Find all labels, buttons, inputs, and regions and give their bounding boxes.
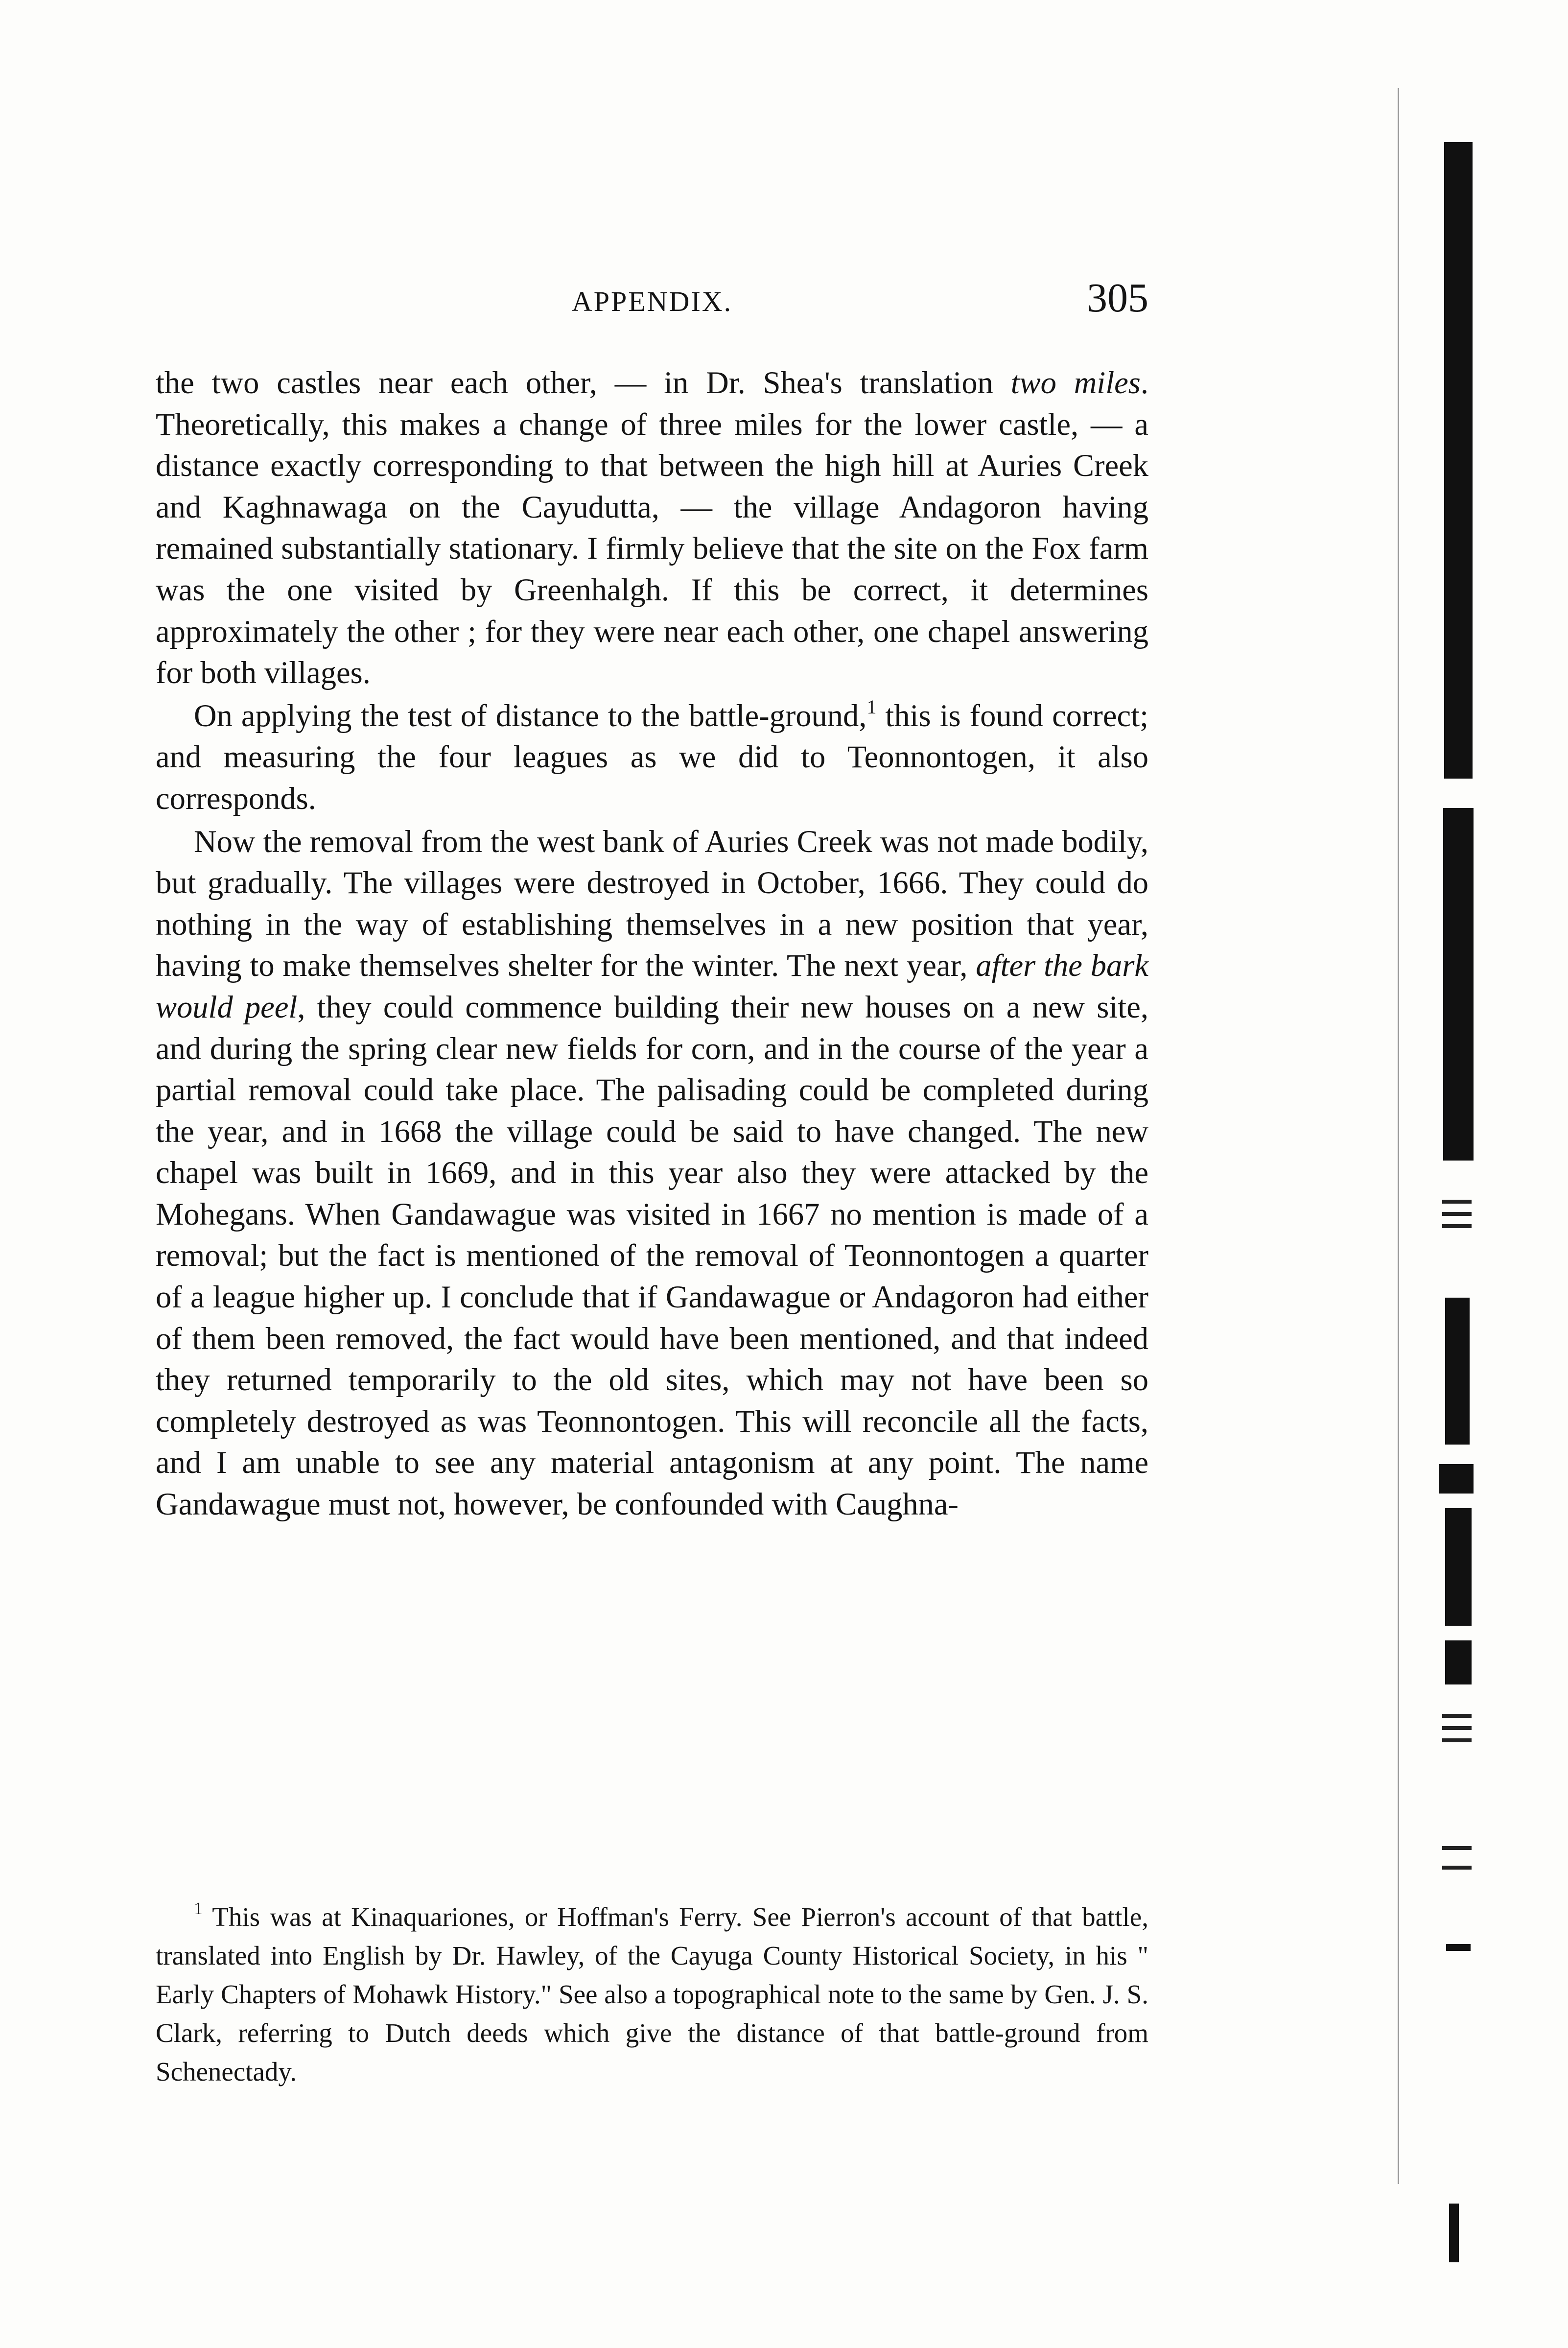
paragraph-text: this is found correct; and measuring the four leagues as we did to Teonnontogen, it also corresponds. — [156, 698, 1149, 816]
footnote-reference: 1 — [866, 695, 877, 718]
paragraph-text: Now the removal from the west bank of Auries Creek was not made bodily, but gradually. The villages were destroyed in October, 1666. They could do nothing in the way of establishing themselves in a new position that year, having to make themselves shelter for the winter. The next year, — [156, 824, 1148, 983]
scan-edge-artifact — [1439, 122, 1478, 2155]
footnote-marker: 1 — [194, 1898, 203, 1918]
body-text — [156, 362, 1148, 1525]
paragraph-text: . Theoretically, this makes a change of three miles for the lower castle, — a distance exactly corresponding to that between the high hill at Auries Creek and Kaghnawaga on the Cayudutta, — the village Andagoron having remained substantially stationary. I firmly believe that the site on the Fox farm was the one visited by Greenhalgh. If this be correct, it determines approximately the other ; for they were near each other, one chapel answering for both villages. — [156, 365, 1149, 690]
italic-phrase: after the bark would peel — [156, 948, 1148, 1024]
paragraph-text: On applying the test of distance to the battle-ground, — [194, 698, 867, 733]
page-number: 305 — [1087, 275, 1148, 321]
page-header — [156, 274, 1148, 328]
footnote-text: This was at Kinaquariones, or Hoffman's Ferry. See Pierron's account of that battle, translated into English by Dr. Hawley, of the Cayuga County Historical Society, in his " Early Chapters of Mohawk History." See also a topographical note to the same by Gen. J. S. Clark, referring to Dutch deeds which give the distance of that battle-ground from Schenectady. — [156, 1902, 1148, 2087]
page-edge-shadow — [1398, 88, 1399, 2184]
paragraph — [156, 695, 1148, 820]
footnote — [156, 1897, 1148, 2091]
paragraph-text: the two castles near each other, — in Dr. Shea's translation — [156, 365, 1011, 400]
paragraph-text: , they could commence building their new houses on a new site, and during the spring clear new fields for corn, and in the course of the year a partial removal could take place. The palisading could be completed during the year, and in 1668 the village could be said to have changed. The new chapel was built in 1669, and in this year also they were attacked by the Mohegans. When Gandawague was visited in 1667 no mention is made of a removal; but the fact is mentioned of the removal of Teonnontogen a quarter of a league higher up. I conclude that if Gandawague or Andagoron had either of them been removed, the fact would have been mentioned, and that indeed they returned temporarily to the old sites, which may not have been so completely destroyed as was Teonnontogen. This will reconcile all the facts, and I am unable to see any material antagonism at any point. The name Gandawague must not, however, be confounded with Caughna- — [156, 989, 1148, 1522]
paragraph — [156, 362, 1148, 694]
running-head: APPENDIX. — [571, 285, 733, 317]
italic-phrase: two miles — [1010, 365, 1141, 400]
paragraph — [156, 821, 1148, 1525]
